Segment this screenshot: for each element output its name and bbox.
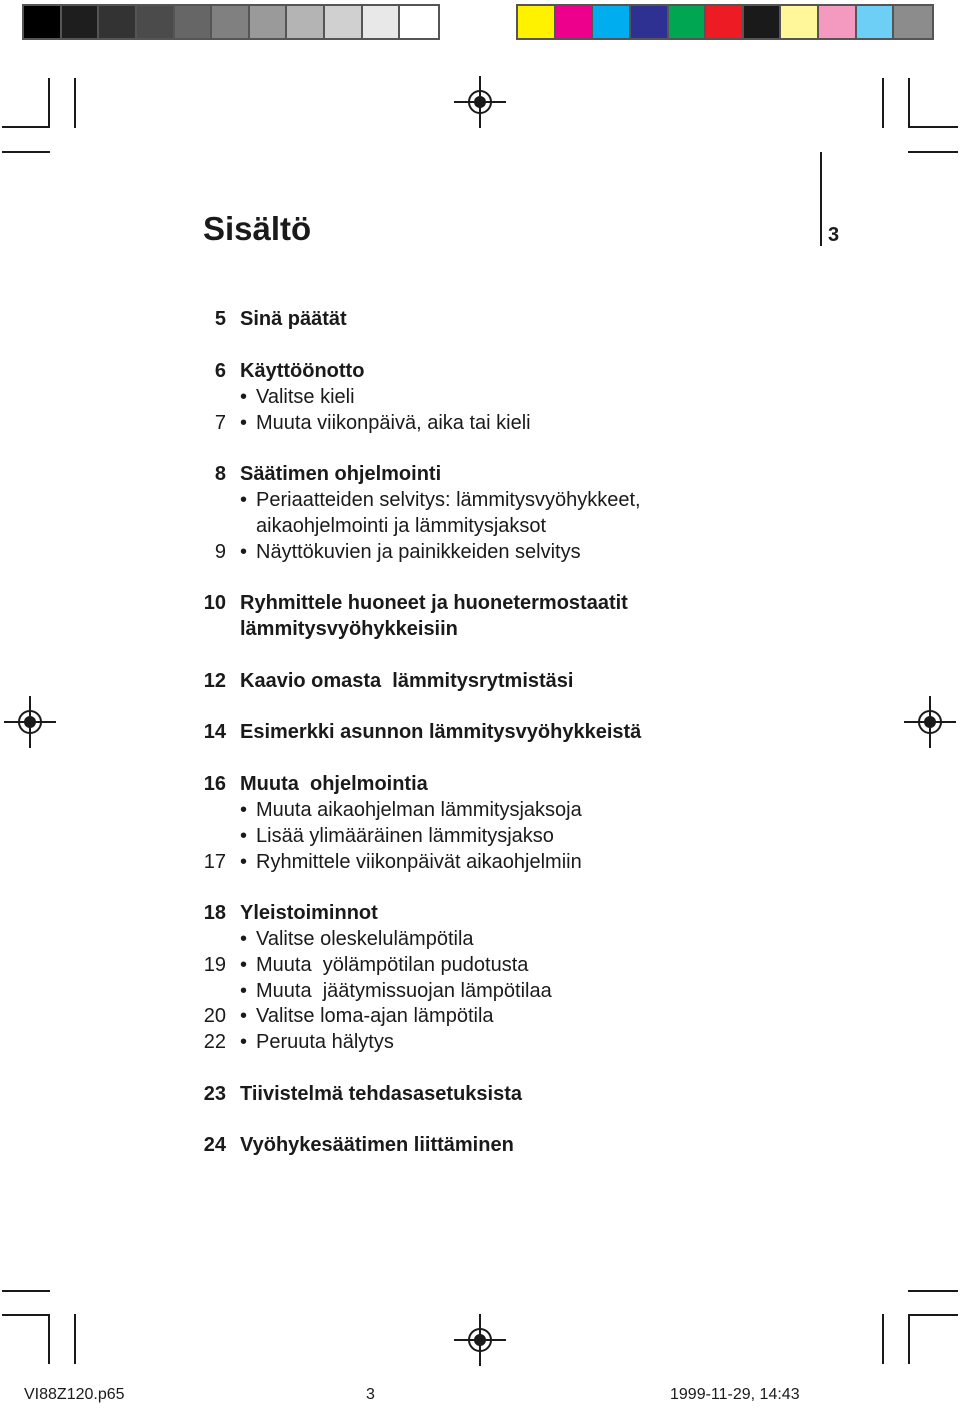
toc-entry: [190, 590, 628, 616]
footer-page-number: 3: [366, 1386, 375, 1403]
toc-page-number: 9: [214, 541, 226, 563]
toc-entry: [190, 1029, 394, 1055]
color-swatch: [99, 6, 137, 38]
color-swatch: [287, 6, 325, 38]
bullet-icon: •: [240, 386, 248, 408]
bullet-icon: •: [240, 799, 248, 821]
toc-entry-title: Muuta ohjelmointia: [240, 773, 428, 795]
color-swatch: [781, 6, 819, 38]
color-swatch: [819, 6, 857, 38]
toc-page-number: 24: [203, 1134, 226, 1156]
toc-page-number: 12: [203, 670, 226, 692]
toc-entry-title: Säätimen ohjelmointi: [240, 463, 442, 485]
color-swatch: [250, 6, 288, 38]
crop-mark: [48, 78, 50, 128]
bullet-icon: •: [240, 928, 248, 950]
color-swatch: [669, 6, 707, 38]
color-swatch: [631, 6, 669, 38]
toc-entry-title: Tiivistelmä tehdasasetuksista: [240, 1083, 522, 1105]
crop-mark: [908, 126, 958, 128]
toc-entry: [190, 513, 546, 539]
toc-entry: [190, 797, 582, 823]
toc-entry-title: lämmitysvyöhykkeisiin: [240, 618, 458, 640]
header-divider: [820, 152, 822, 246]
crop-mark: [2, 1290, 50, 1292]
crop-mark: [74, 1314, 76, 1364]
toc-entry: [190, 952, 528, 978]
page-number: 3: [828, 224, 840, 246]
crop-mark: [2, 151, 50, 153]
toc-entry-title: Muuta jäätymissuojan lämpötilaa: [256, 980, 552, 1002]
toc-entry-title: Periaatteiden selvitys: lämmitysvyöhykkeet,: [256, 489, 641, 511]
registration-mark-icon: [900, 692, 960, 752]
bullet-icon: •: [240, 412, 248, 434]
toc-page-number: 20: [203, 1005, 226, 1027]
crop-mark: [2, 126, 50, 128]
toc-entry-title: Kaavio omasta lämmitysrytmistäsi: [240, 670, 574, 692]
toc-entry-title: Valitse loma-ajan lämpötila: [256, 1005, 494, 1027]
toc-entry: [190, 539, 581, 565]
crop-mark: [882, 1314, 884, 1364]
crop-mark: [908, 1314, 910, 1364]
bullet-icon: •: [240, 980, 248, 1002]
toc-entry: [190, 487, 641, 513]
color-swatch: [518, 6, 556, 38]
toc-entry: [190, 461, 441, 487]
toc-entry: [190, 823, 554, 849]
toc-entry: [190, 306, 347, 332]
color-swatch: [894, 6, 932, 38]
registration-mark-icon: [0, 692, 60, 752]
color-swatch: [62, 6, 100, 38]
crop-mark: [882, 78, 884, 128]
toc-page-number: 5: [214, 308, 226, 330]
toc-entry-title: Vyöhykesäätimen liittäminen: [240, 1134, 514, 1156]
registration-mark-icon: [450, 72, 510, 132]
toc-entry: [190, 384, 355, 410]
page-title: Sisältö: [203, 210, 312, 247]
toc-entry-title: Peruuta hälytys: [256, 1031, 394, 1053]
toc-entry: [190, 1132, 514, 1158]
bullet-icon: •: [240, 1005, 248, 1027]
toc-entry: [190, 849, 582, 875]
crop-mark: [48, 1314, 50, 1364]
toc-entry: [190, 1081, 522, 1107]
toc-entry: [190, 900, 378, 926]
bullet-icon: •: [240, 1031, 248, 1053]
toc-page-number: 18: [203, 902, 226, 924]
bullet-icon: •: [240, 954, 248, 976]
toc-entry-title: Muuta viikonpäivä, aika tai kieli: [256, 412, 531, 434]
toc-entry-title: Ryhmittele viikonpäivät aikaohjelmiin: [256, 851, 582, 873]
toc-page-number: 8: [214, 463, 226, 485]
footer-timestamp: 1999-11-29, 14:43: [670, 1386, 800, 1403]
registration-mark-icon: [450, 1310, 510, 1370]
toc-entry-title: Muuta yölämpötilan pudotusta: [256, 954, 529, 976]
color-calibration-bar: [516, 4, 934, 40]
toc-entry-title: Muuta aikaohjelman lämmitysjaksoja: [256, 799, 582, 821]
toc-page-number: 22: [203, 1031, 226, 1053]
toc-entry-title: aikaohjelmointi ja lämmitysjaksot: [256, 515, 547, 537]
toc-page-number: 6: [214, 360, 226, 382]
toc-entry: [190, 771, 428, 797]
color-swatch: [857, 6, 895, 38]
color-swatch: [706, 6, 744, 38]
toc-entry: [190, 1003, 494, 1029]
toc-page-number: 17: [203, 851, 226, 873]
color-swatch: [325, 6, 363, 38]
bullet-icon: •: [240, 825, 248, 847]
toc-page-number: 16: [203, 773, 226, 795]
bullet-icon: •: [240, 489, 248, 511]
color-swatch: [212, 6, 250, 38]
toc-page-number: 19: [203, 954, 226, 976]
toc-page-number: 23: [203, 1083, 226, 1105]
toc-entry: [190, 668, 574, 694]
toc-entry-title: Valitse kieli: [256, 386, 355, 408]
crop-mark: [908, 78, 910, 128]
color-swatch: [593, 6, 631, 38]
color-swatch: [363, 6, 401, 38]
toc-page-number: 10: [203, 592, 226, 614]
crop-mark: [908, 1314, 958, 1316]
toc-entry-title: Valitse oleskelulämpötila: [256, 928, 474, 950]
toc-entry: [190, 410, 531, 436]
toc-entry: [190, 978, 552, 1004]
toc-entry: [190, 926, 474, 952]
crop-mark: [908, 1290, 958, 1292]
color-swatch: [24, 6, 62, 38]
color-swatch: [556, 6, 594, 38]
toc-page-number: 14: [203, 721, 226, 743]
footer-filename: VI88Z120.p65: [24, 1386, 125, 1403]
toc-entry-title: Näyttökuvien ja painikkeiden selvitys: [256, 541, 581, 563]
crop-mark: [74, 78, 76, 128]
color-swatch: [400, 6, 438, 38]
toc-entry-title: Sinä päätät: [240, 308, 347, 330]
crop-mark: [2, 1314, 50, 1316]
toc-entry-title: Ryhmittele huoneet ja huonetermostaatit: [240, 592, 628, 614]
crop-mark: [908, 151, 958, 153]
toc-entry-title: Käyttöönotto: [240, 360, 365, 382]
grayscale-calibration-bar: [22, 4, 440, 40]
toc-entry: [190, 616, 458, 642]
toc-page-number: 7: [214, 412, 226, 434]
color-swatch: [137, 6, 175, 38]
toc-entry-title: Lisää ylimääräinen lämmitysjakso: [256, 825, 554, 847]
toc-entry-title: Yleistoiminnot: [240, 902, 378, 924]
color-swatch: [744, 6, 782, 38]
bullet-icon: •: [240, 851, 248, 873]
color-swatch: [175, 6, 213, 38]
toc-entry-title: Esimerkki asunnon lämmitysvyöhykkeistä: [240, 721, 642, 743]
toc-entry: [190, 719, 641, 745]
bullet-icon: •: [240, 541, 248, 563]
toc-entry: [190, 358, 364, 384]
